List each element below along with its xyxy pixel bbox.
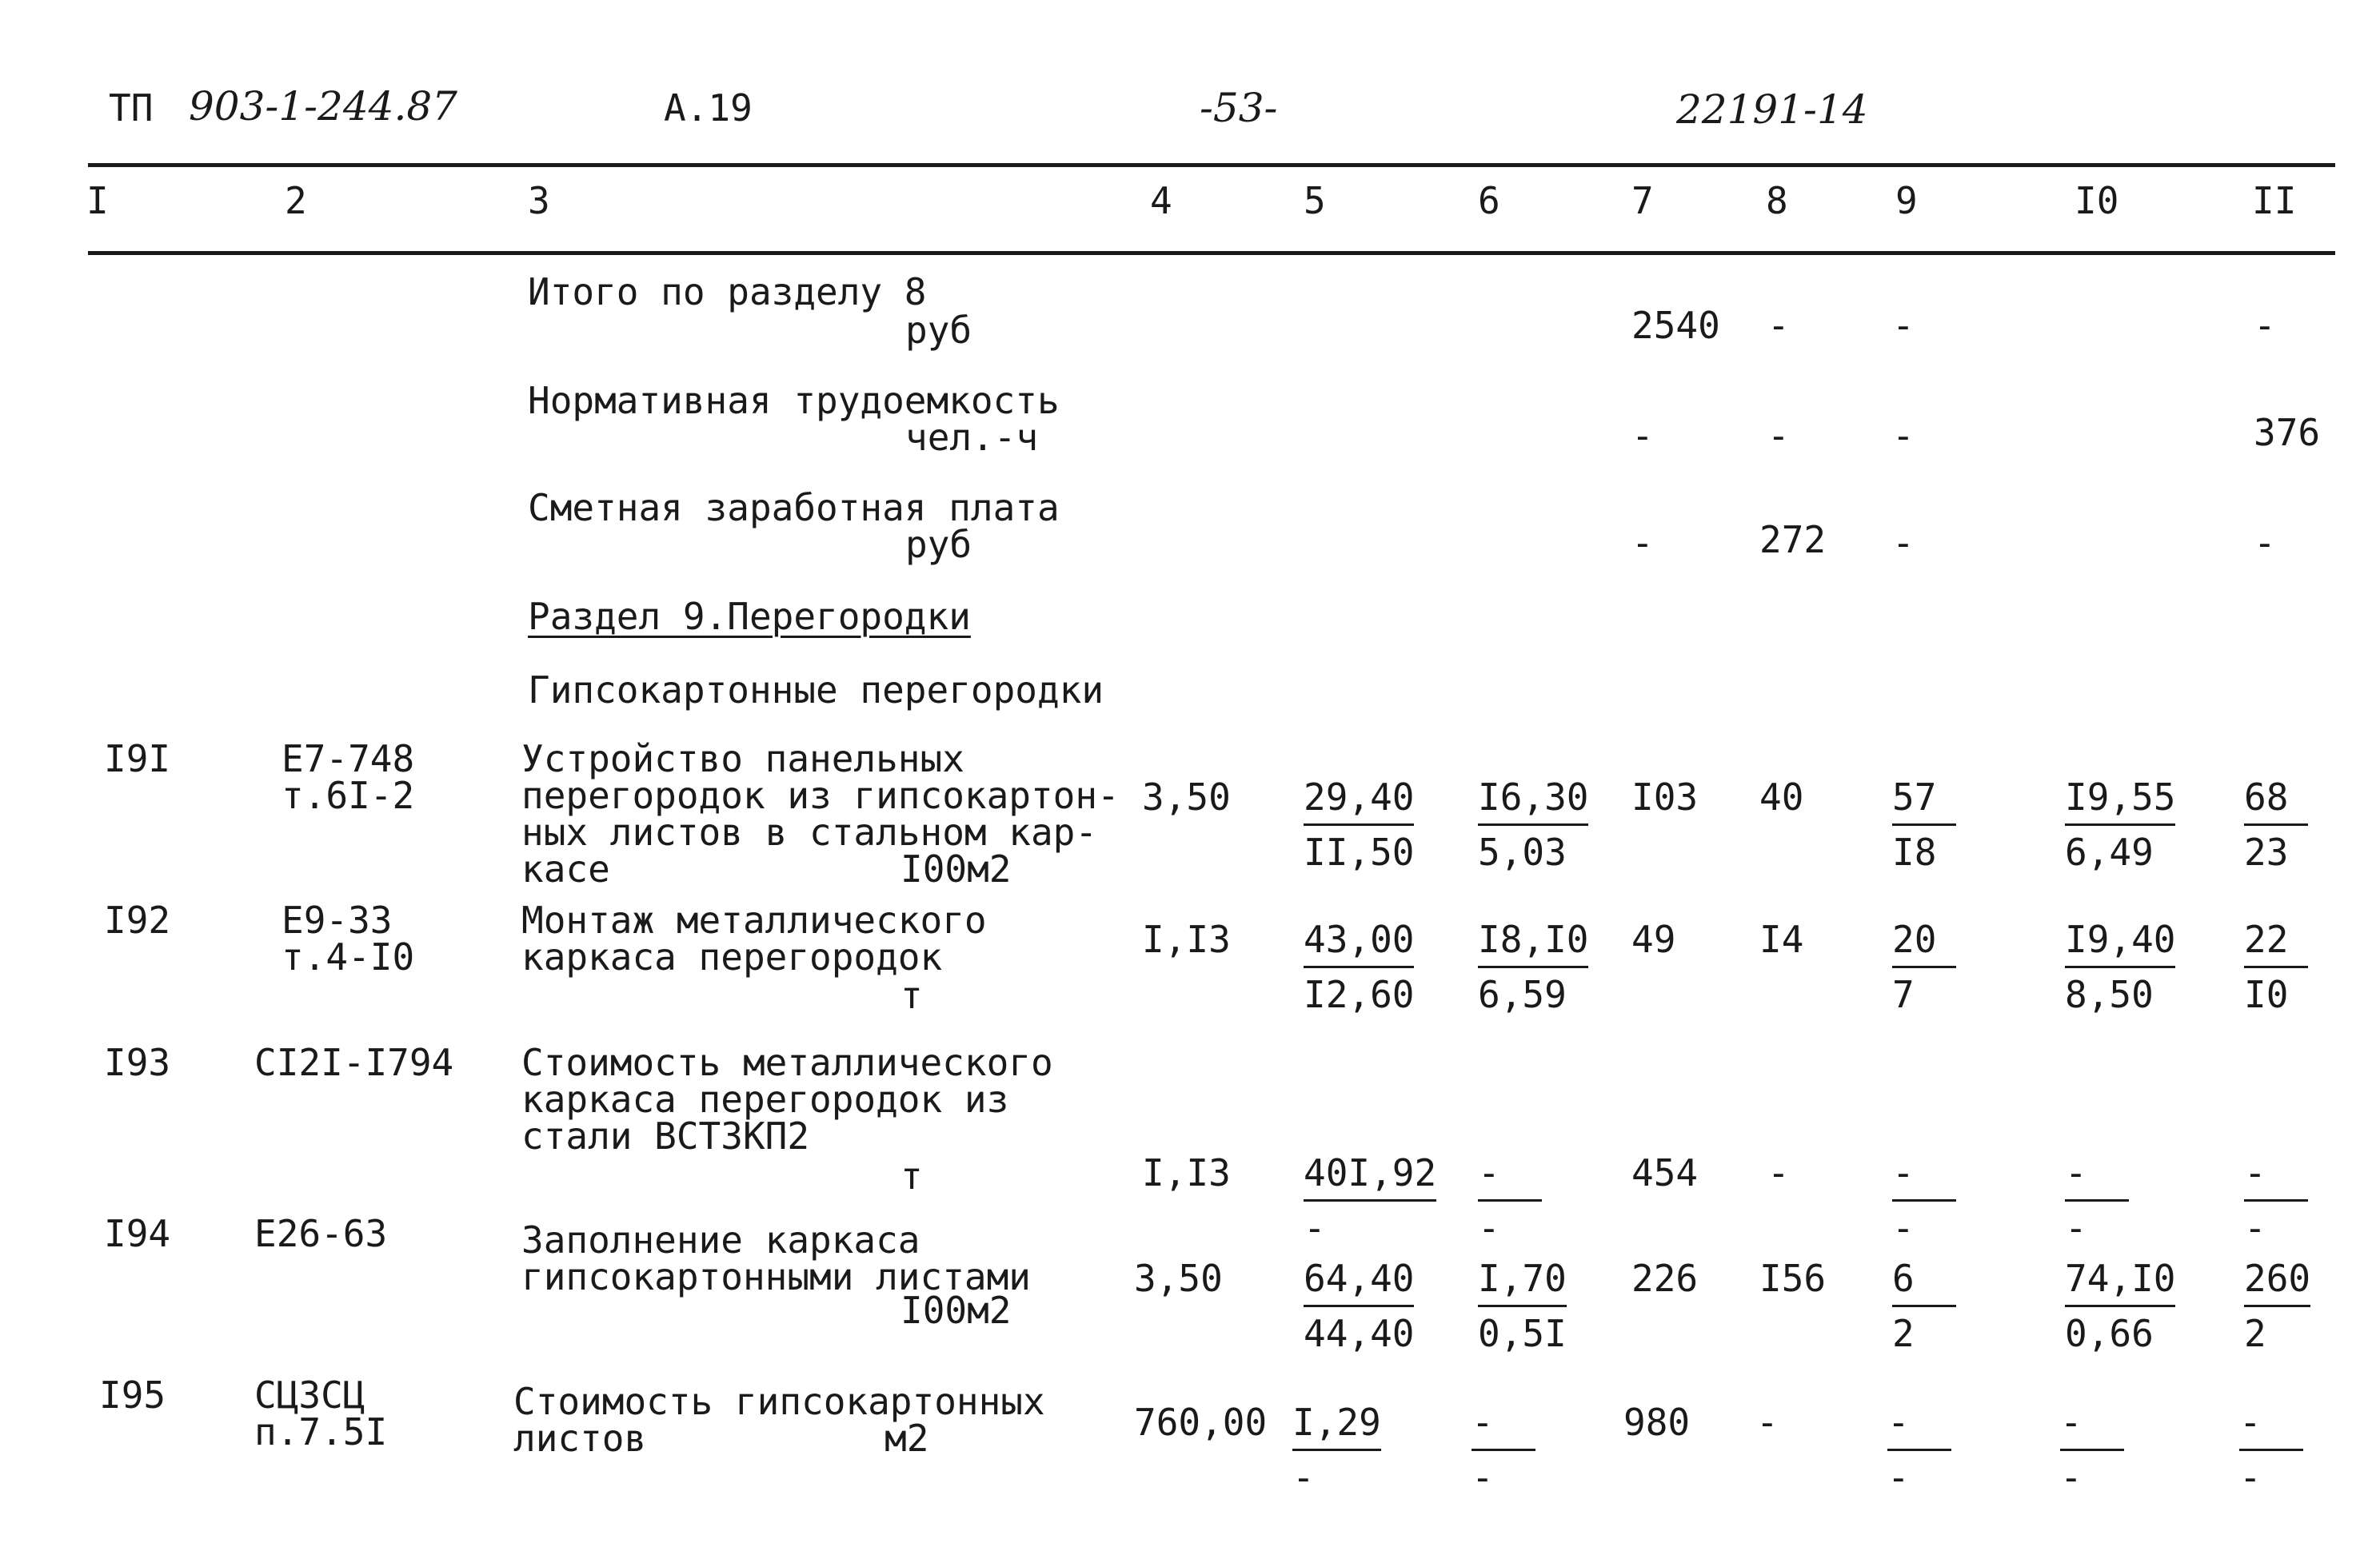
- row-195-col11-bottom: -: [2239, 1456, 2262, 1499]
- column-header-5: 5: [1304, 179, 1326, 222]
- row-193-col5-top: 40I,92: [1304, 1154, 1436, 1202]
- row-195-col6: [1472, 1401, 1535, 1499]
- row-191-col11: [2244, 776, 2308, 874]
- row-193-col9-top: -: [1892, 1154, 1956, 1202]
- row-194-col9-bottom: 2: [1892, 1312, 1915, 1355]
- row-194-col11-top: 260: [2244, 1260, 2310, 1307]
- row-194-col11: [2244, 1257, 2311, 1355]
- row-192-col7: 49: [1631, 918, 1676, 961]
- row-192-col8: I4: [1759, 918, 1804, 961]
- row-192-col9: [1892, 918, 1956, 1016]
- row-191-desc-3: ных листов в стальном кар-: [521, 811, 1098, 854]
- row-192-col11: [2244, 918, 2308, 1016]
- page-number: -53-: [1200, 85, 1278, 131]
- row-195-code-sub: п.7.5I: [254, 1410, 388, 1453]
- row-191-desc-2: перегородок из гипсокартон-: [521, 774, 1120, 817]
- row-191-col11-top: 68: [2244, 779, 2308, 826]
- row-192-code-sub: т.4-I0: [282, 935, 415, 979]
- row-193-col7: 454: [1631, 1151, 1699, 1194]
- row-194-code: Е26-63: [254, 1212, 388, 1255]
- row-195-col10: [2060, 1401, 2124, 1499]
- row-193-code: СI2I-I794: [254, 1041, 454, 1084]
- row-193-qty: I,I3: [1142, 1151, 1231, 1194]
- row-191-col10: [2065, 776, 2176, 874]
- itogo-col9: -: [1892, 304, 1915, 347]
- row-193-col11: [2244, 1151, 2308, 1250]
- itogo-col7: 2540: [1631, 304, 1720, 347]
- column-header-9: 9: [1895, 179, 1918, 222]
- row-193-col6: [1478, 1151, 1542, 1250]
- row-191-col10-bottom: 6,49: [2065, 831, 2154, 874]
- wage-title: Сметная заработная плата: [528, 486, 1060, 529]
- wage-unit: руб: [905, 523, 972, 566]
- row-192-col11-bottom: I0: [2244, 973, 2289, 1016]
- row-192-unit: т: [900, 974, 923, 1017]
- row-191-col7: I03: [1631, 776, 1699, 819]
- row-192-desc-1: Монтаж металлического: [521, 899, 987, 942]
- row-192-code: Е9-33: [282, 899, 393, 942]
- row-195-col9: [1887, 1401, 1951, 1499]
- row-195-col8: -: [1756, 1401, 1779, 1444]
- tp-number: 903-1-244.87: [189, 83, 457, 130]
- labor-col9: -: [1892, 414, 1915, 457]
- row-193-desc-3: стали ВСТЗКП2: [521, 1114, 810, 1158]
- row-195-col10-bottom: -: [2060, 1456, 2082, 1499]
- row-193-unit: т: [900, 1154, 923, 1198]
- row-194-col10-top: 74,I0: [2065, 1260, 2175, 1307]
- row-194-col10: [2065, 1257, 2176, 1355]
- row-193-col9-bottom: -: [1892, 1206, 1915, 1250]
- row-194-col9: [1892, 1257, 1956, 1355]
- row-192-col9-bottom: 7: [1892, 973, 1915, 1016]
- row-191-col6: [1478, 776, 1589, 874]
- labor-col11: 376: [2254, 411, 2321, 454]
- row-192-col10-bottom: 8,50: [2065, 973, 2154, 1016]
- header-top-rule: [88, 163, 2335, 167]
- row-194-col10-bottom: 0,66: [2065, 1312, 2154, 1355]
- row-195-col5: [1292, 1401, 1381, 1499]
- wage-col8: 272: [1759, 518, 1827, 561]
- row-191-col9-top: 57: [1892, 779, 1956, 826]
- row-194-desc-1: Заполнение каркаса: [521, 1218, 920, 1262]
- row-192-col6-bottom: 6,59: [1478, 973, 1567, 1016]
- section-title: Раздел 9.Перегородки: [528, 595, 971, 638]
- itogo-col11: -: [2254, 304, 2276, 347]
- column-header-10: I0: [2075, 179, 2119, 222]
- row-195-number: I95: [99, 1374, 166, 1417]
- row-192-col5: [1304, 918, 1415, 1016]
- album-number: А.19: [664, 86, 753, 130]
- row-191-col9-bottom: I8: [1892, 831, 1937, 874]
- row-193-desc-2: каркаса перегородок из: [521, 1078, 1009, 1121]
- column-header-8: 8: [1766, 179, 1788, 222]
- row-191-col8: 40: [1759, 776, 1804, 819]
- row-195-col7: 980: [1623, 1401, 1691, 1444]
- labor-col8: -: [1767, 414, 1790, 457]
- row-192-col10: [2065, 918, 2176, 1016]
- column-header-4: 4: [1150, 179, 1172, 222]
- row-193-col8: -: [1767, 1151, 1790, 1194]
- row-195-col11-top: -: [2239, 1404, 2303, 1451]
- row-191-col9: [1892, 776, 1956, 874]
- row-194-col5: [1304, 1257, 1415, 1355]
- row-192-col6: [1478, 918, 1589, 1016]
- itogo-col8: -: [1767, 304, 1790, 347]
- row-194-qty: 3,50: [1134, 1257, 1223, 1300]
- row-193-col5: [1304, 1151, 1437, 1250]
- row-195-col6-top: -: [1472, 1404, 1535, 1451]
- row-192-col11-top: 22: [2244, 921, 2308, 968]
- row-195-desc-1: Стоимость гипсокартонных: [513, 1380, 1045, 1423]
- row-191-code: Е7-748: [282, 737, 415, 780]
- row-194-col11-bottom: 2: [2244, 1312, 2266, 1355]
- row-192-col5-bottom: I2,60: [1304, 973, 1415, 1016]
- row-195-col11: [2239, 1401, 2303, 1499]
- row-194-col5-top: 64,40: [1304, 1260, 1414, 1307]
- row-194-number: I94: [104, 1212, 171, 1255]
- row-194-col8: I56: [1759, 1257, 1827, 1300]
- row-191-number: I9I: [104, 737, 171, 780]
- column-header-6: 6: [1478, 179, 1500, 222]
- row-192-col5-top: 43,00: [1304, 921, 1414, 968]
- row-192-col9-top: 20: [1892, 921, 1956, 968]
- row-195-col5-top: I,29: [1292, 1404, 1381, 1451]
- row-191-desc-4: касе: [521, 847, 610, 891]
- row-191-col5-top: 29,40: [1304, 779, 1414, 826]
- row-194-col9-top: 6: [1892, 1260, 1956, 1307]
- header-bottom-rule: [88, 251, 2335, 255]
- row-193-col10-top: -: [2065, 1154, 2129, 1202]
- row-191-col5-bottom: II,50: [1304, 831, 1415, 874]
- row-193-col6-top: -: [1478, 1154, 1542, 1202]
- row-195-col9-bottom: -: [1887, 1456, 1910, 1499]
- row-195-unit: м2: [885, 1417, 929, 1460]
- itogo-unit: руб: [905, 309, 972, 352]
- row-191-col11-bottom: 23: [2244, 831, 2289, 874]
- row-193-col11-bottom: -: [2244, 1206, 2266, 1250]
- row-194-col6: [1478, 1257, 1567, 1355]
- row-195-col6-bottom: -: [1472, 1456, 1494, 1499]
- row-195-qty: 760,00: [1134, 1401, 1268, 1444]
- row-193-number: I93: [104, 1041, 171, 1084]
- row-192-number: I92: [104, 899, 171, 942]
- row-192-desc-2: каркаса перегородок: [521, 935, 943, 979]
- row-191-col5: [1304, 776, 1415, 874]
- section-subtitle: Гипсокартонные перегородки: [528, 668, 1104, 712]
- row-193-col5-bottom: -: [1304, 1206, 1326, 1250]
- row-193-col9: [1892, 1151, 1956, 1250]
- row-194-desc-2: гипсокартонными листами: [521, 1255, 1031, 1298]
- row-192-col10-top: I9,40: [2065, 921, 2175, 968]
- row-191-unit: I00м2: [900, 847, 1012, 891]
- row-193-col11-top: -: [2244, 1154, 2308, 1202]
- wage-col11: -: [2254, 521, 2276, 564]
- row-194-col6-top: I,70: [1478, 1260, 1567, 1307]
- row-194-col7: 226: [1631, 1257, 1699, 1300]
- row-195-col9-top: -: [1887, 1404, 1951, 1451]
- row-191-desc-1: Устройство панельных: [521, 737, 964, 780]
- labor-col7: -: [1631, 414, 1654, 457]
- column-header-7: 7: [1631, 179, 1654, 222]
- row-192-col6-top: I8,I0: [1478, 921, 1588, 968]
- row-191-code-sub: т.6I-2: [282, 774, 415, 817]
- labor-title: Нормативная трудоемкость: [528, 379, 1060, 422]
- row-191-col6-top: I6,30: [1478, 779, 1588, 826]
- row-193-col10: [2065, 1151, 2129, 1250]
- row-194-unit: I00м2: [900, 1289, 1012, 1332]
- document-code: 22191-14: [1676, 86, 1868, 133]
- row-194-col6-bottom: 0,5I: [1478, 1312, 1567, 1355]
- tp-label: ТП: [109, 86, 154, 130]
- row-195-col5-bottom: -: [1292, 1456, 1315, 1499]
- column-header-3: 3: [528, 179, 550, 222]
- row-191-col10-top: I9,55: [2065, 779, 2175, 826]
- labor-unit: чел.-ч: [905, 416, 1039, 459]
- itogo-title: Итого по разделу 8: [528, 270, 927, 313]
- row-192-qty: I,I3: [1142, 918, 1231, 961]
- row-193-col10-bottom: -: [2065, 1206, 2087, 1250]
- column-header-11: II: [2252, 179, 2297, 222]
- row-195-code: СЦЗСЦ: [254, 1374, 365, 1417]
- row-193-desc-1: Стоимость металлического: [521, 1041, 1053, 1084]
- row-195-col10-top: -: [2060, 1404, 2124, 1451]
- row-191-col6-bottom: 5,03: [1478, 831, 1567, 874]
- wage-col9: -: [1892, 521, 1915, 564]
- row-195-desc-2: листов: [513, 1417, 647, 1460]
- column-header-1: I: [86, 179, 109, 222]
- row-191-qty: 3,50: [1142, 776, 1231, 819]
- row-194-col5-bottom: 44,40: [1304, 1312, 1415, 1355]
- row-193-col6-bottom: -: [1478, 1206, 1500, 1250]
- wage-col7: -: [1631, 521, 1654, 564]
- column-header-2: 2: [285, 179, 307, 222]
